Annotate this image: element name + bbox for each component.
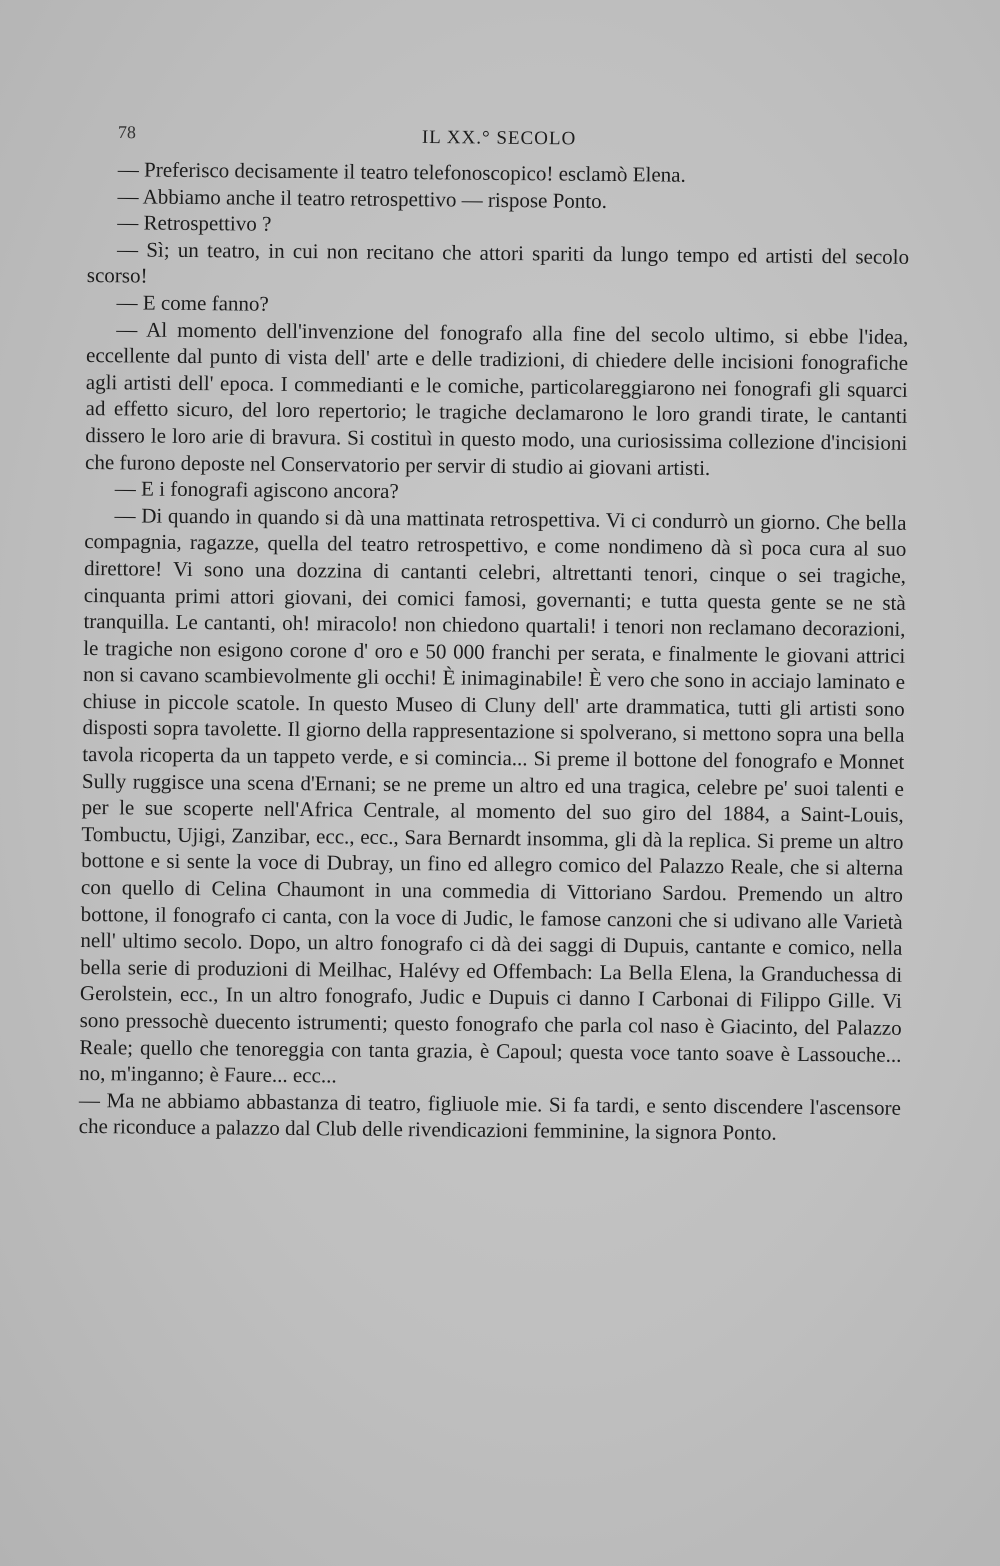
paragraph: — Retrospettivo ? bbox=[117, 210, 272, 236]
paragraph: — Preferisco decisamente il teatro telefonoscopico! esclamò Elena. bbox=[117, 157, 686, 187]
page-number: 78 bbox=[117, 122, 136, 143]
paragraph: — Abbiamo anche il teatro retrospettivo — rispose Ponto. bbox=[117, 183, 608, 213]
running-head bbox=[118, 122, 908, 160]
paragraph: — Di quando in quando si dà una mattinata retrospettiva. Vi ci condurrò un giorno. Che bella compagnia, ragazze, quella del teatro retrospettivo, e come nondimeno dà sì poca cura al suo direttore! Vi sono una dozzina di cantanti celebri, altrettanti tenori, cinque o sei tragiche, cinquanta primi attori giovani, dei comici famosi, governanti; e tutta questa gente se ne stà tranquilla. Le cantanti, oh! miracolo! non chiedono quartali! i tenori non reclamano decorazioni, le tragiche non esigono corone d' oro e 50 000 franchi per serata, e finalmente le giovani attrici non si cavano scambievolmente gli occhi! È inimaginabile! È vero che sono in acciajo laminato e chiuse in piccole scatole. In questo Museo di Cluny dell' arte drammatica, tutti gli artisti sono disposti sopra tavolette. Il giorno della rappresentazione si spolverano, si mettono sopra una bella tavola ricoperta da un tappeto verde, e si comincia... Si preme il bottone del fonografo e Monnet Sully ruggisce una scena d'Ernani; se ne preme un altro ed una tragica, celebre pe' suoi talenti e per le sue scoperte nell'Africa Centrale, al momento del suo giro del 1884, a Saint-Louis, Tombuctu, Ujigi, Zanzibar, ecc., ecc., Sara Bernardt insomma, gli dà la replica. Si preme un altro bottone e si sente la voce di Dubray, un fino ed allegro comico del Palazzo Reale, che si alterna con quello di Celina Chaumont in una commedia di Vittoriano Sardou. Premendo un altro bottone, il fonografo ci canta, con la voce di Judic, le famose canzoni che si udivano alle Varietà nell' ultimo secolo. Dopo, un altro fonografo ci dà dei saggi di Dupuis, cantante e comico, nella bella serie di produzioni di Meilhac, Halévy ed Offembach: La Bella Elena, la Granduchessa di Gerolstein, ecc., In un altro fonografo, Judic e Dupuis ci danno I Carbonai di Filippo Gille. Vi sono pressochè duecento istrumenti; questo fonografo che parla col naso è Giacinto, del Palazzo Reale; quello che tenoreggia con tanta grazia, è Capoul; questa voce tanto soave è Lassouche... no, m'inganno; è Faure... ecc... bbox=[79, 502, 907, 1088]
paragraph: — E i fonografi agiscono ancora? bbox=[114, 476, 399, 504]
paragraph: — Al momento dell'invenzione del fonografo alla fine del secolo ultimo, si ebbe l'idea, eccellente dal punto di vista dell' arte e delle tradizioni, di chiedere delle incisioni fonografiche agli artisti dell' epoca. I commedianti e le comiche, particolareggiarono nei fonografi gli squarci ad effetto sicuro, del loro repertorio; le tragiche declamarono le loro grandi tirate, le cantanti dissero le loro arie di bravura. Si costituì in questo modo, una curiosissima collezione d'incisioni che furono deposte nel Conservatorio per servir di studio ai giovani artisti. bbox=[84, 316, 909, 480]
body-text bbox=[79, 156, 910, 1148]
paragraph: — Ma ne abbiamo abbastanza di teatro, figliuole mie. Si fa tardi, e sento discendere l'ascensore che riconduce a palazzo dal Club delle rivendicazioni femminine, la signora Ponto. bbox=[78, 1087, 902, 1146]
running-title: IL XX.° SECOLO bbox=[421, 126, 577, 150]
paragraph: — Sì; un teatro, in cui non recitano che attori spariti da lungo tempo ed artisti del secolo scorso! bbox=[86, 237, 910, 288]
paragraph: — E come fanno? bbox=[116, 290, 269, 316]
